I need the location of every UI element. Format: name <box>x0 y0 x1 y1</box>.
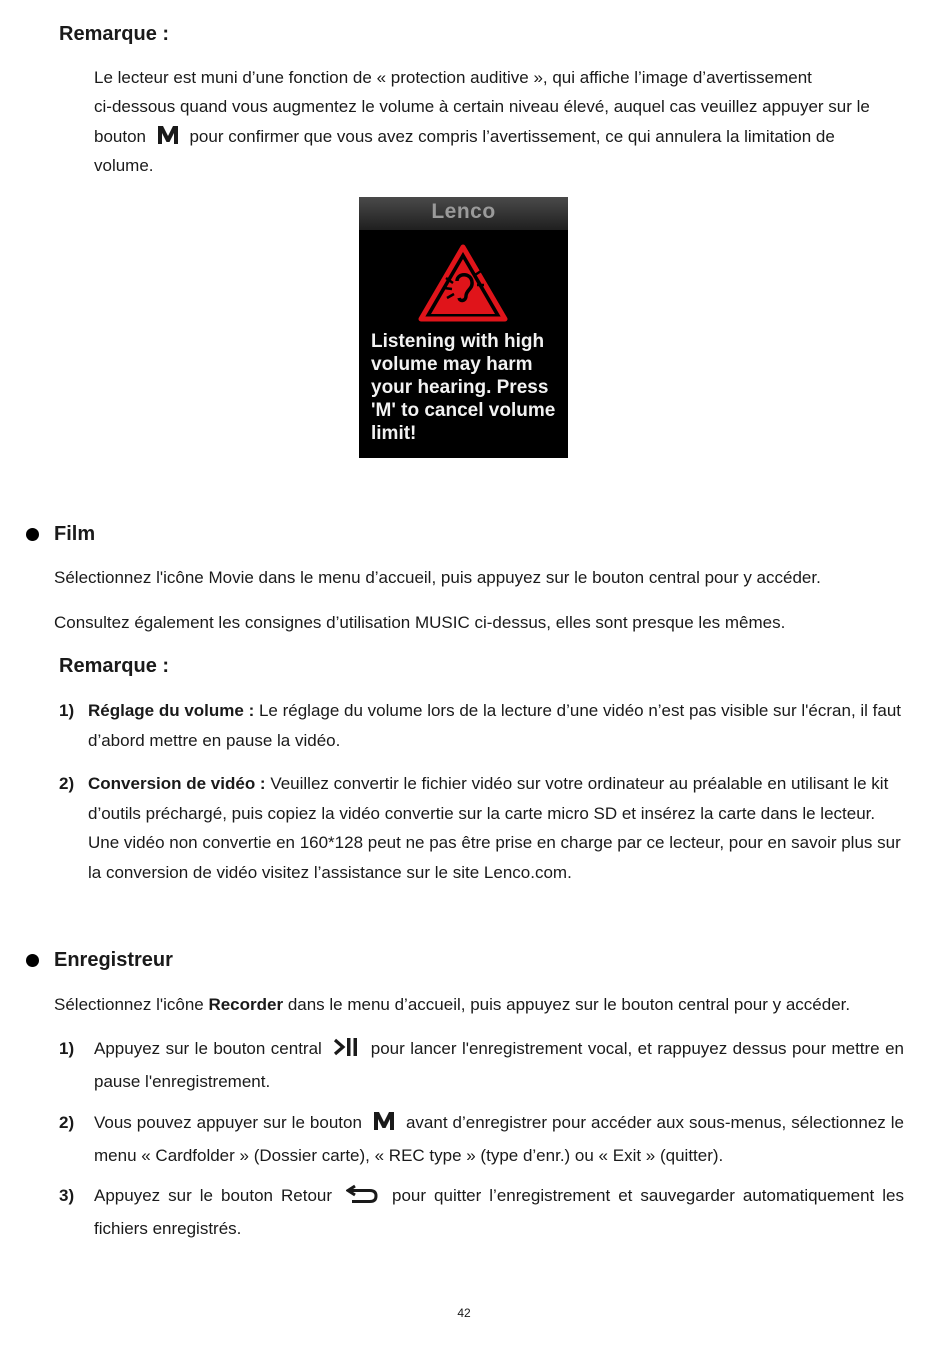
recorder-bullet <box>26 954 39 967</box>
note-line-1: Le lecteur est muni d’une fonction de « protection auditive », qui affiche l’image d’avertissement <box>94 68 812 87</box>
film-title: Film <box>54 523 96 545</box>
note-line-2: ci-dessous quand vous augmentez le volume à certain niveau élevé, auquel cas veuillez appuyer sur le <box>94 97 870 116</box>
recorder-intro-post: dans le menu d’accueil, puis appuyez sur le bouton central pour y accéder. <box>283 995 851 1014</box>
film-paragraph-2: Consultez également les consignes d’utilisation MUSIC ci-dessus, elles sont presque les mêmes. <box>54 613 786 632</box>
film-item-conversion-text: Veuillez convertir le fichier vidéo sur votre ordinateur au préalable en utilisant le kit d’outils préchargé, puis copiez la vidéo convertie sur la carte micro SD et insérez la carte dans le lecteur. Une vidéo non convertie en 160*128 peut ne pas être prise en charge par ce lecteur, pour en savoir plus sur la conversion de vidéo visitez l’assistance sur le site Lenco.com. <box>88 774 901 882</box>
film-item-volume-text: Le réglage du volume lors de la lecture d’une vidéo n’est pas visible sur l'écran, il faut d’abord mettre en pause la vidéo. <box>88 701 902 750</box>
recorder-item-record-post: pour lancer l'enregistrement vocal, et rappuyez dessus pour mettre en pause l'enregistrement. <box>94 1039 904 1091</box>
brand-logo: Lenco <box>431 200 496 223</box>
film-item-conversion-bold: Conversion de vidéo : <box>88 774 266 793</box>
recorder-intro-bold: Recorder <box>208 995 284 1014</box>
recorder-item-number: 1) <box>59 1039 75 1058</box>
recorder-item-submenu <box>94 1108 904 1170</box>
recorder-intro-pre: Sélectionnez l'icône <box>54 995 209 1014</box>
note-line-3-pre: bouton <box>94 127 146 146</box>
warning-text: Listening with high volume may harm your hearing. Press 'M' to cancel volume limit! <box>371 331 556 444</box>
m-button-icon <box>157 125 179 154</box>
recorder-item-number: 2) <box>59 1113 75 1132</box>
recorder-item-number: 3) <box>59 1186 75 1205</box>
play-pause-icon <box>333 1037 359 1067</box>
note-line-3-post: pour confirmer que vous avez compris l’avertissement, ce qui annulera la limitation de <box>189 127 835 146</box>
hearing-warning-triangle-icon <box>417 243 509 323</box>
note-line-3 <box>94 122 914 154</box>
film-note-title: Remarque : <box>59 655 170 677</box>
recorder-item-record-pre: Appuyez sur le bouton central <box>94 1039 322 1058</box>
m-button-icon <box>373 1111 395 1141</box>
film-item-conversion <box>88 769 906 887</box>
recorder-item-return-post: pour quitter l’enregistrement et sauvegarder automatiquement les fichiers enregistrés. <box>94 1186 904 1238</box>
recorder-title: Enregistreur <box>54 949 173 971</box>
screen-header <box>359 197 568 230</box>
note-title: Remarque : <box>59 23 170 45</box>
film-item-number: 2) <box>59 774 75 793</box>
recorder-item-submenu-post: avant d’enregistrer pour accéder aux sous-menus, sélectionnez le menu « Cardfolder » (Dossier carte), « REC type » (type d’enr.) ou « Exit » (quitter). <box>94 1113 905 1165</box>
page-number: 42 <box>457 1306 471 1320</box>
recorder-item-return-pre: Appuyez sur le bouton Retour <box>94 1186 333 1205</box>
film-item-number: 1) <box>59 701 75 720</box>
recorder-item-return <box>94 1181 904 1243</box>
recorder-item-submenu-pre: Vous pouvez appuyer sur le bouton <box>94 1113 362 1132</box>
recorder-intro <box>54 990 914 1019</box>
recorder-item-record <box>94 1034 904 1096</box>
device-warning-screen <box>359 197 568 458</box>
film-item-volume-bold: Réglage du volume : <box>88 701 255 720</box>
note-line-4: volume. <box>94 156 154 175</box>
return-arrow-icon <box>346 1184 378 1214</box>
film-bullet <box>26 528 39 541</box>
film-paragraph-1: Sélectionnez l'icône Movie dans le menu d’accueil, puis appuyez sur le bouton central pour y accéder. <box>54 568 821 587</box>
film-item-volume <box>88 696 906 755</box>
